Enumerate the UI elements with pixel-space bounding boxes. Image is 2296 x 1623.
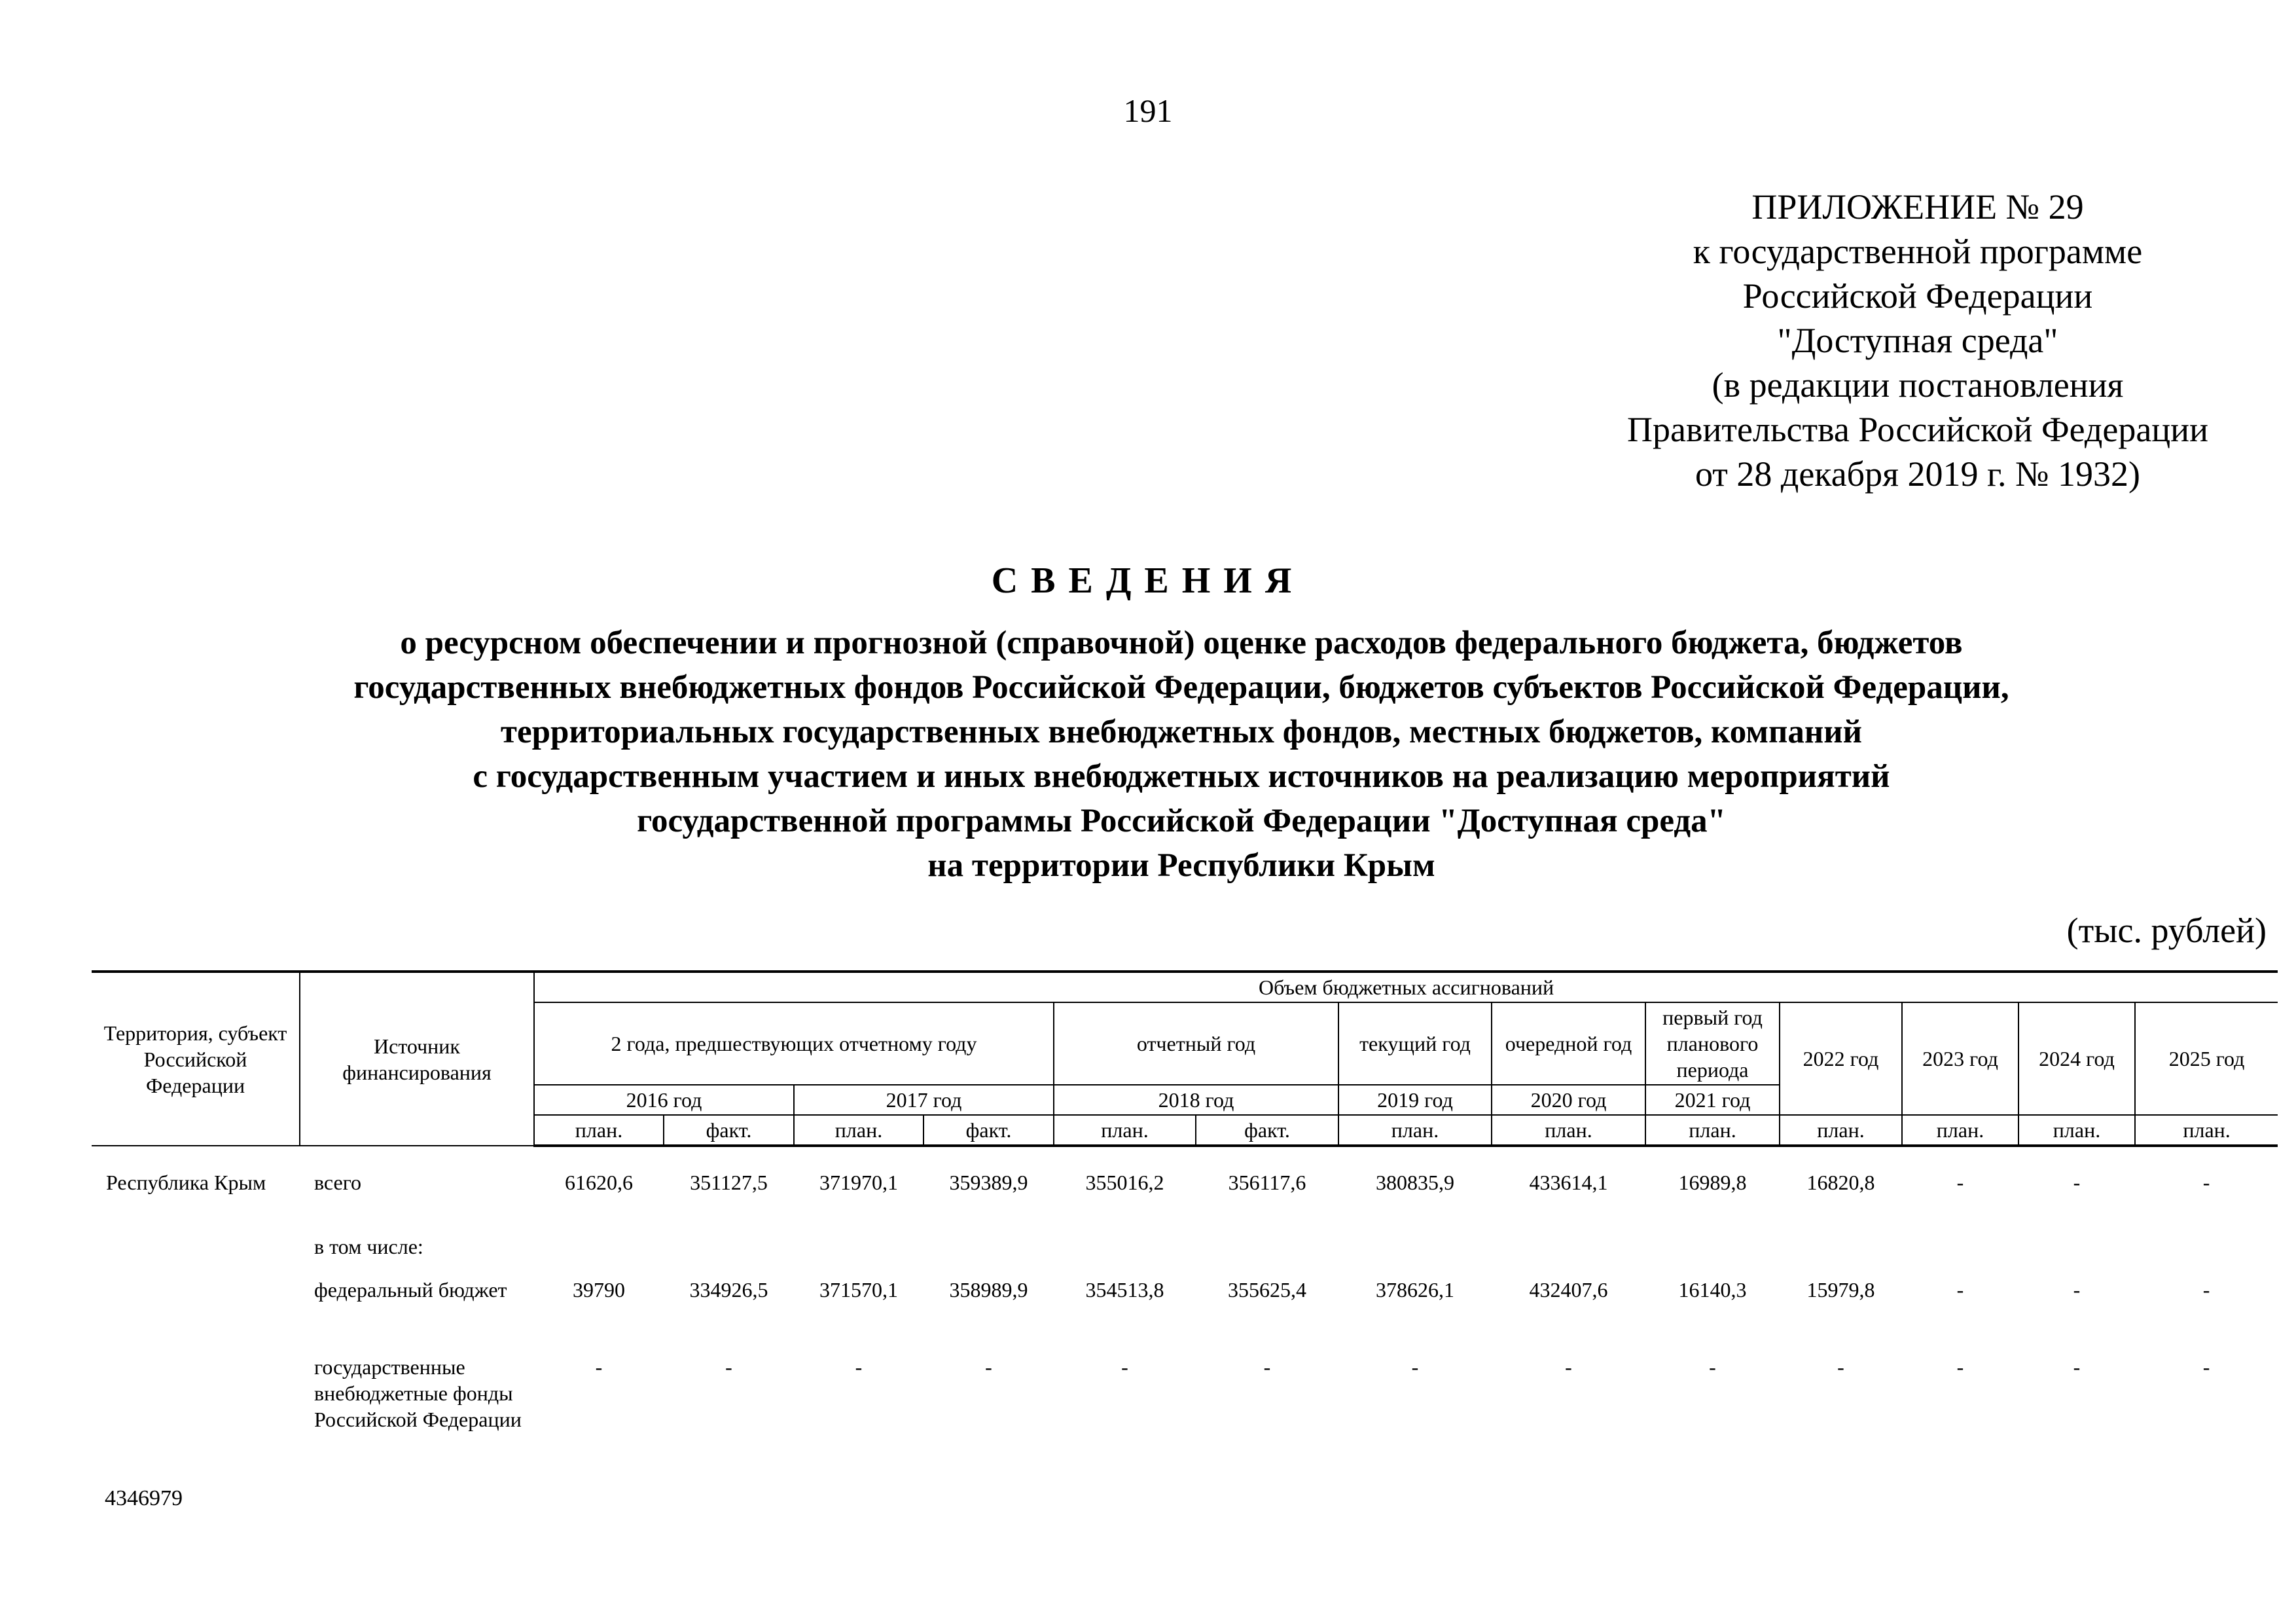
appendix-line: Правительства Российской Федерации: [1627, 410, 2208, 449]
row-territory: [92, 1277, 300, 1354]
row-value: [1492, 1233, 1645, 1277]
row-value: 16820,8: [1806, 1171, 1875, 1194]
document-subtitle: [151, 621, 2212, 888]
row-value: 432407,6: [1529, 1278, 1608, 1302]
row-source: в том числе:: [314, 1235, 423, 1258]
row-value: -: [2073, 1355, 2081, 1379]
header-territory: Территория, субъект Российской Федерации: [92, 972, 300, 1146]
row-value: 351127,5: [690, 1171, 768, 1194]
row-value: [794, 1233, 924, 1277]
appendix-block: [1558, 185, 2278, 496]
row-value: -: [985, 1355, 992, 1379]
page-number: 191: [1123, 92, 1173, 129]
header-plan: план.: [794, 1115, 924, 1146]
row-value: 334926,5: [689, 1278, 768, 1302]
row-value: -: [2073, 1171, 2081, 1194]
header-2025: 2025 год: [2135, 1002, 2278, 1115]
row-value: -: [1837, 1355, 1844, 1379]
row-value: -: [1709, 1355, 1716, 1379]
subtitle-line: государственных внебюджетных фондов Российской Федерации, бюджетов субъектов Российской Федерации,: [353, 669, 2009, 706]
row-territory: [92, 1233, 300, 1277]
appendix-line: "Доступная среда": [1777, 321, 2058, 360]
budget-table: [92, 970, 2278, 1459]
header-fact: факт.: [924, 1115, 1054, 1146]
appendix-line: от 28 декабря 2019 г. № 1932): [1695, 454, 2141, 494]
header-plan: план.: [1054, 1115, 1196, 1146]
row-value: 378626,1: [1376, 1278, 1454, 1302]
header-next-year: очередной год: [1492, 1002, 1645, 1085]
row-source: государственные внебюджетные фонды Российской Федерации: [314, 1355, 522, 1431]
row-source: всего: [314, 1171, 362, 1194]
header-plan: план.: [2018, 1115, 2135, 1146]
appendix-line: к государственной программе: [1693, 232, 2143, 271]
row-value: 15979,8: [1806, 1278, 1875, 1302]
header-fact: факт.: [664, 1115, 794, 1146]
header-volume: Объем бюджетных ассигнований: [534, 972, 2278, 1002]
row-value: -: [1121, 1355, 1128, 1379]
row-value: 380835,9: [1376, 1171, 1454, 1194]
header-2016: 2016 год: [534, 1085, 794, 1115]
subtitle-line: государственной программы Российской Федерации "Доступная среда": [637, 803, 1726, 839]
header-plan: план.: [534, 1115, 664, 1146]
row-value: [2018, 1233, 2135, 1277]
header-two-years: 2 года, предшествующих отчетному году: [534, 1002, 1054, 1085]
row-value: [924, 1233, 1054, 1277]
row-value: [1645, 1233, 1780, 1277]
header-plan: план.: [2135, 1115, 2278, 1146]
row-value: -: [1411, 1355, 1419, 1379]
row-value: 16140,3: [1678, 1278, 1747, 1302]
row-value: 359389,9: [949, 1171, 1028, 1194]
row-value: 354513,8: [1085, 1278, 1164, 1302]
header-plan: план.: [1780, 1115, 1902, 1146]
header-2021: 2021 год: [1645, 1085, 1780, 1115]
row-territory: Республика Крым: [106, 1171, 266, 1194]
row-value: -: [1956, 1355, 1964, 1379]
row-value: -: [2202, 1171, 2210, 1194]
subtitle-line: на территории Республики Крым: [927, 847, 1435, 884]
subtitle-line: о ресурсном обеспечении и прогнозной (справочной) оценке расходов федерального бюджета, бюджетов: [400, 625, 1963, 661]
header-report-year: отчетный год: [1054, 1002, 1338, 1085]
row-value: -: [855, 1355, 863, 1379]
document-code: 4346979: [105, 1486, 183, 1510]
subtitle-line: с государственным участием и иных внебюджетных источников на реализацию мероприятий: [473, 758, 1890, 795]
header-plan: план.: [1338, 1115, 1492, 1146]
header-fact: факт.: [1196, 1115, 1338, 1146]
row-value: 371970,1: [819, 1171, 898, 1194]
header-plan: план.: [1645, 1115, 1780, 1146]
row-value: [534, 1233, 664, 1277]
subtitle-line: территориальных государственных внебюджетных фондов, местных бюджетов, компаний: [500, 714, 1863, 750]
row-value: -: [725, 1355, 732, 1379]
row-value: -: [1956, 1278, 1964, 1302]
table-row: [92, 1169, 2278, 1233]
header-plan: план.: [1492, 1115, 1645, 1146]
row-value: -: [2202, 1355, 2210, 1379]
row-value: 356117,6: [1228, 1171, 1306, 1194]
header-2023: 2023 год: [1902, 1002, 2018, 1115]
document-title: СВЕДЕНИЯ: [991, 560, 1305, 601]
header-current-year: текущий год: [1338, 1002, 1492, 1085]
row-value: [1902, 1233, 2018, 1277]
appendix-line: ПРИЛОЖЕНИЕ № 29: [1751, 187, 2084, 227]
row-value: [1054, 1233, 1196, 1277]
header-source: Источник финансирования: [300, 972, 534, 1146]
header-plan: план.: [1902, 1115, 2018, 1146]
header-2019: 2019 год: [1338, 1085, 1492, 1115]
row-source: федеральный бюджет: [314, 1278, 507, 1302]
units-label: (тыс. рублей): [2066, 911, 2267, 950]
row-value: -: [1263, 1355, 1271, 1379]
row-value: 358989,9: [949, 1278, 1028, 1302]
row-value: 39790: [573, 1278, 625, 1302]
row-value: [1338, 1233, 1492, 1277]
row-value: [1780, 1233, 1902, 1277]
header-first-plan-year: первый год планового периода: [1645, 1002, 1780, 1085]
appendix-line: Российской Федерации: [1742, 276, 2093, 316]
row-value: -: [2073, 1278, 2081, 1302]
row-value: 61620,6: [565, 1171, 633, 1194]
header-2018: 2018 год: [1054, 1085, 1338, 1115]
row-value: [664, 1233, 794, 1277]
row-value: 355016,2: [1085, 1171, 1164, 1194]
header-2022: 2022 год: [1780, 1002, 1902, 1115]
table-row: [92, 1354, 2278, 1459]
table-row: [92, 1277, 2278, 1354]
header-2017: 2017 год: [794, 1085, 1054, 1115]
row-value: -: [1565, 1355, 1572, 1379]
row-value: [1196, 1233, 1338, 1277]
row-value: 16989,8: [1678, 1171, 1747, 1194]
row-value: -: [2202, 1278, 2210, 1302]
row-territory: [92, 1354, 300, 1459]
row-value: 355625,4: [1228, 1278, 1306, 1302]
row-value: 371570,1: [819, 1278, 898, 1302]
row-value: -: [595, 1355, 603, 1379]
header-2020: 2020 год: [1492, 1085, 1645, 1115]
row-value: 433614,1: [1529, 1171, 1608, 1194]
header-2024: 2024 год: [2018, 1002, 2135, 1115]
row-value: -: [1956, 1171, 1964, 1194]
table-row: [92, 1233, 2278, 1277]
row-value: [2135, 1233, 2278, 1277]
appendix-line: (в редакции постановления: [1712, 365, 2124, 405]
